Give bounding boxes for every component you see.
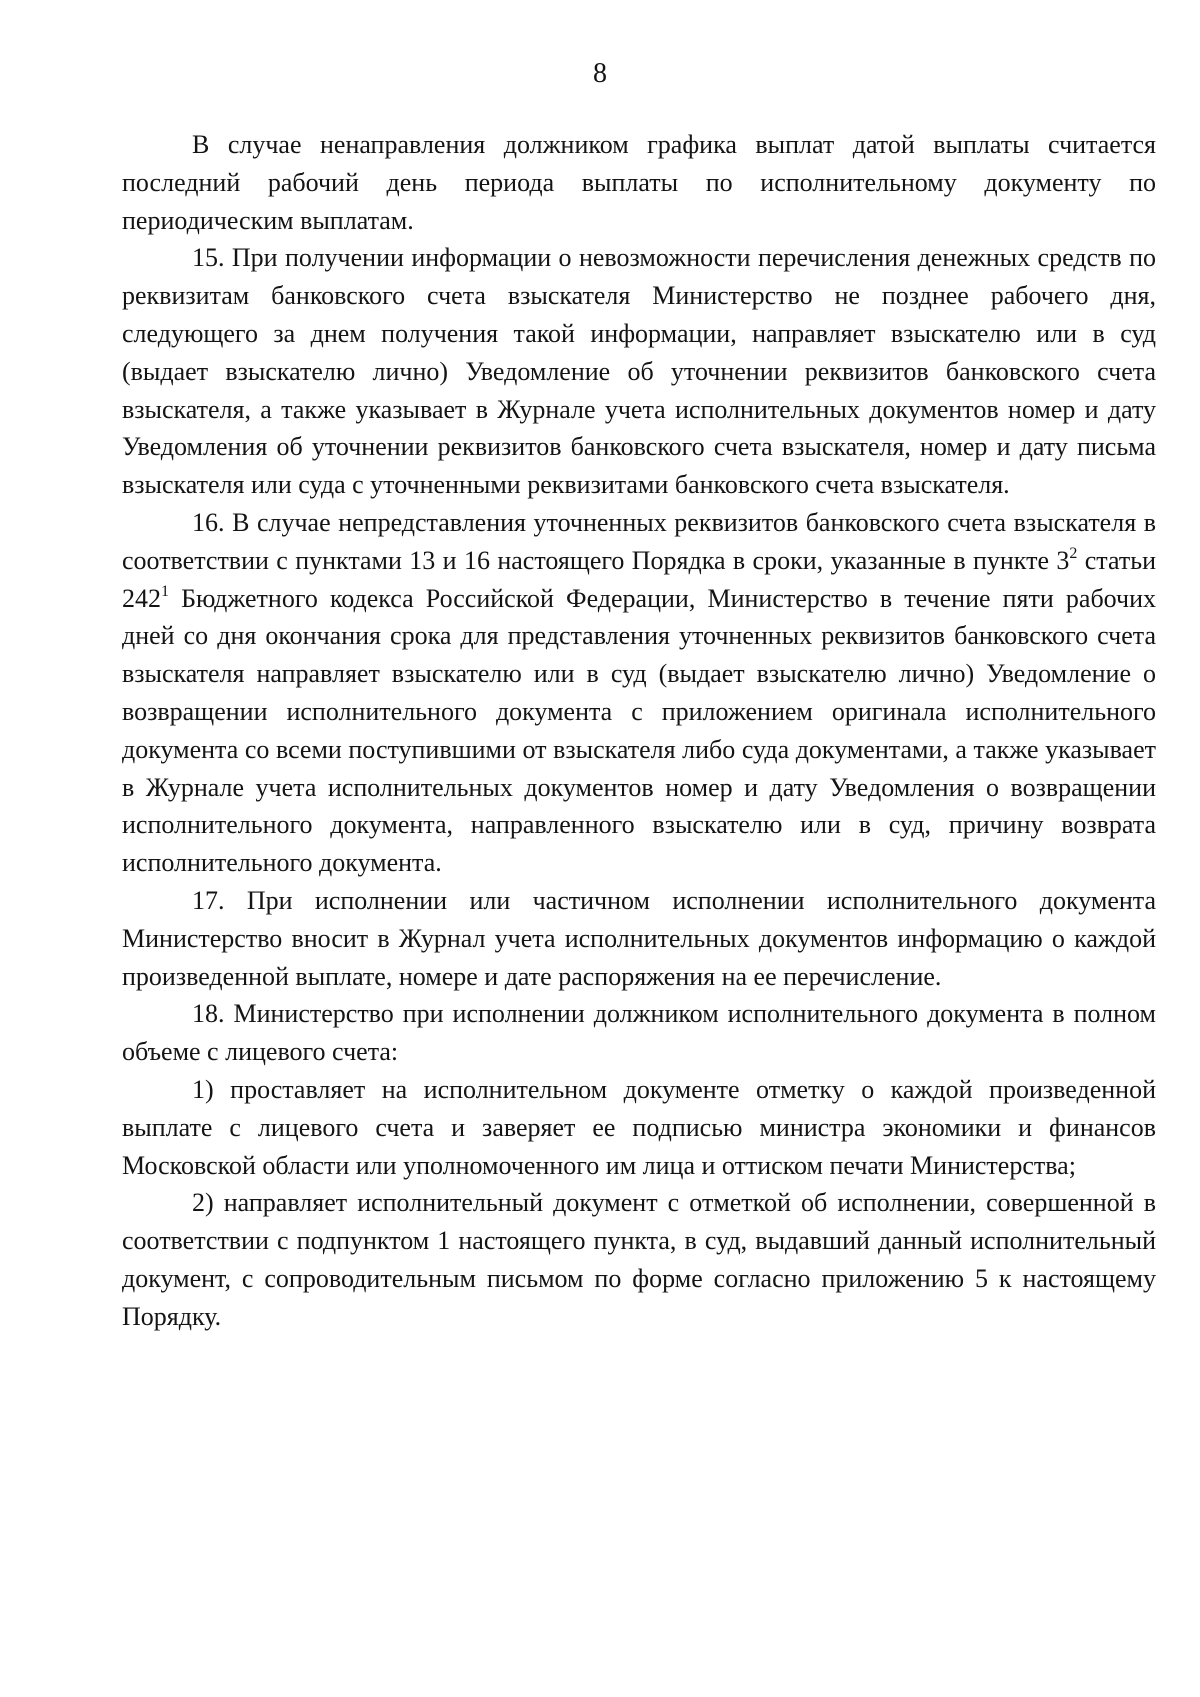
paragraph-18-item-1: 1) проставляет на исполнительном документе отметку о каждой произведенной выплате с лицевого счета и заверяет ее подписью министра экономики и финансов Московской области или уполномоченного им лица и оттиском печати Министерства; [122, 1074, 1156, 1180]
paragraph-16-text-1: 16. В случае непредставления уточненных реквизитов банковского счета взыскателя в соответствии с пунктами 13 и 16 настоящего Порядка в сроки, указанные в пункте 3 [122, 507, 1156, 575]
paragraph-16-text-3: Бюджетного кодекса Российской Федерации, Министерство в течение пяти рабочих дней со дня окончания срока для представления уточненных реквизитов банковского счета взыскателя направляет взыскателю или в суд (выдает взыскателю лично) Уведомление о возвращении исполнительного документа с приложением оригинала исполнительного документа со всеми поступившими от взыскателя либо суда документами, а также указывает в Журнале учета исполнительных документов номер и дату Уведомления о возвращении исполнительного документа, направленного взыскателю или в суд, причину возврата исполнительного документа. [122, 583, 1156, 878]
paragraph-17: 17. При исполнении или частичном исполнении исполнительного документа Министерство вносит в Журнал учета исполнительных документов информацию о каждой произведенной выплате, номере и дате распоряжения на ее перечисление. [122, 885, 1156, 991]
paragraph-18-item-2: 2) направляет исполнительный документ с отметкой об исполнении, совершенной в соответствии с подпунктом 1 настоящего пункта, в суд, выдавший данный исполнительный документ, с сопроводительным письмом по форме согласно приложению 5 к настоящему Порядку. [122, 1188, 1156, 1331]
superscript-2: 2 [1069, 544, 1078, 562]
paragraph-16-text-2: статьи 242 [122, 545, 1156, 613]
paragraph-payment-date: В случае ненаправления должником графика выплат датой выплаты считается последний рабочий день периода выплаты по исполнительному документу по периодическим выплатам. [122, 130, 1156, 235]
paragraph-15: 15. При получении информации о невозможности перечисления денежных средств по реквизитам банковского счета взыскателя Министерство не позднее рабочего дня, следующего за днем получения такой информации, направляет взыскателю или в суд (выдает взыскателю лично) Уведомление об уточнении реквизитов банковского счета взыскателя, а также указывает в Журнале учета исполнительных документов номер и дату Уведомления об уточнении реквизитов банковского счета взыскателя, номер и дату письма взыскателя или суда с уточненными реквизитами банковского счета взыскателя. [122, 243, 1156, 500]
paragraph-18: 18. Министерство при исполнении должником исполнительного документа в полном объеме с лицевого счета: [122, 999, 1156, 1067]
superscript-1: 1 [161, 582, 169, 600]
paragraph-16 [122, 504, 1156, 882]
document-body [122, 126, 1156, 1336]
page-number: 8 [593, 58, 607, 89]
